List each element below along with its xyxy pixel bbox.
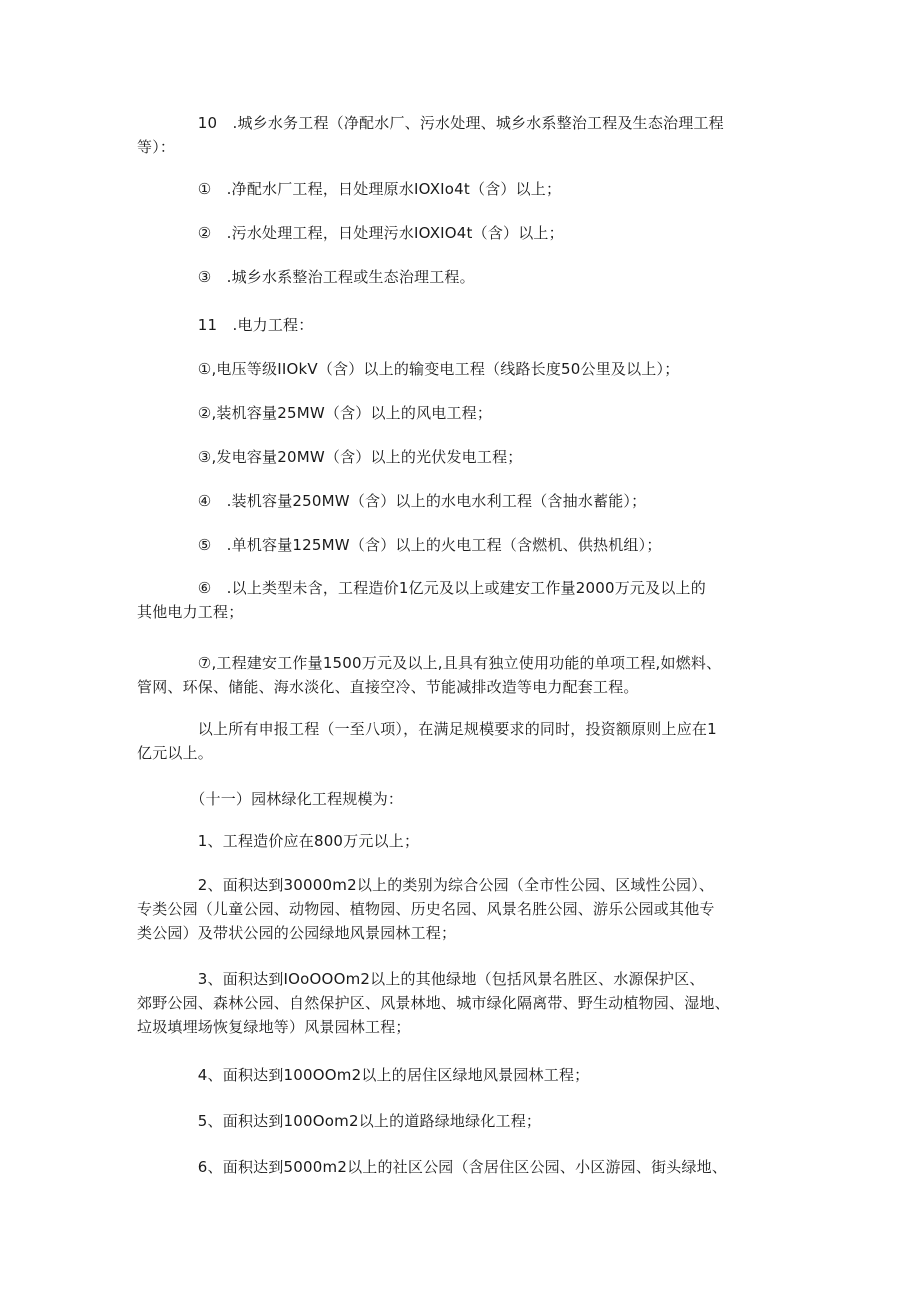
paragraph-power-auxiliary — [137, 651, 797, 699]
text-line: 类公园）及带状公园的公园绿地风景园林工程； — [137, 924, 457, 942]
paragraph-sewage-treatment — [137, 221, 797, 245]
text-line: 6、面积达到5000m2以上的社区公园（含居住区公园、小区游园、街头绿地、 — [137, 1158, 728, 1176]
paragraph-wind-power — [137, 401, 797, 425]
text-line: ① .净配水厂工程，日处理原水IOXIo4t（含）以上； — [137, 180, 562, 198]
text-line: 郊野公园、森林公园、自然保护区、风景林地、城市绿化隔离带、野生动植物园、湿地、 — [137, 994, 730, 1012]
text-line: 1、工程造价应在800万元以上； — [137, 832, 420, 850]
paragraph-park-area — [137, 873, 797, 945]
text-line: 等）： — [137, 138, 176, 156]
text-line: （十一）园林绿化工程规模为： — [137, 790, 404, 808]
paragraph-water-system — [137, 265, 797, 289]
text-line: ④ .装机容量250MW（含）以上的水电水利工程（含抽水蓄能）； — [137, 492, 647, 510]
paragraph-solar-power — [137, 445, 797, 469]
text-line: 管网、环保、储能、海水淡化、直接空冷、节能减排改造等电力配套工程。 — [137, 678, 639, 696]
paragraph-water-engineering — [137, 111, 797, 159]
paragraph-residential-green — [137, 1063, 797, 1087]
text-line: 4、面积达到100OOm2以上的居住区绿地风景园林工程； — [137, 1066, 590, 1084]
text-line: ①,电压等级IIOkV（含）以上的输变电工程（线路长度50公里及以上）； — [137, 360, 680, 378]
text-line: 垃圾填埋场恢复绿地等）风景园林工程； — [137, 1018, 411, 1036]
text-line: ③ .城乡水系整治工程或生态治理工程。 — [137, 268, 475, 286]
paragraph-water-plant — [137, 177, 797, 201]
paragraph-transmission — [137, 357, 797, 381]
paragraph-landscape-cost — [137, 829, 797, 853]
text-line: ⑤ .单机容量125MW（含）以上的火电工程（含燃机、供热机组）； — [137, 536, 662, 554]
text-line: 专类公园（儿童公园、动物园、植物园、历史名园、风景名胜公园、游乐公园或其他专 — [137, 900, 715, 918]
text-line: 亿元以上。 — [137, 744, 214, 762]
text-line: 其他电力工程； — [137, 603, 244, 621]
paragraph-thermal-power — [137, 533, 797, 557]
paragraph-investment-requirement — [137, 717, 797, 765]
text-line: 3、面积达到IOoOOOm2以上的其他绿地（包括风景名胜区、水源保护区、 — [137, 970, 705, 988]
paragraph-other-green — [137, 967, 797, 1039]
text-line: 2、面积达到30000m2以上的类别为综合公园（全市性公园、区域性公园）、 — [137, 876, 715, 894]
text-line: ⑦,工程建安工作量1500万元及以上,且具有独立使用功能的单项工程,如燃料、 — [137, 654, 722, 672]
text-line: ② .污水处理工程，日处理污水IOXIO4t（含）以上； — [137, 224, 564, 242]
paragraph-other-power — [137, 576, 797, 624]
paragraph-community-park — [137, 1155, 797, 1179]
text-line: ③,发电容量20MW（含）以上的光伏发电工程； — [137, 448, 523, 466]
text-line: 5、面积达到100Oom2以上的道路绿地绿化工程； — [137, 1112, 542, 1130]
text-line: 11 .电力工程： — [137, 316, 314, 334]
text-line: 10 .城乡水务工程（净配水厂、污水处理、城乡水系整治工程及生态治理工程 — [137, 114, 724, 132]
paragraph-landscape-heading — [137, 787, 797, 811]
paragraph-power-engineering — [137, 313, 797, 337]
paragraph-road-green — [137, 1109, 797, 1133]
text-line: ②,装机容量25MW（含）以上的风电工程； — [137, 404, 493, 422]
text-line: 以上所有申报工程（一至八项），在满足规模要求的同时，投资额原则上应在1 — [137, 720, 717, 738]
paragraph-hydro-power — [137, 489, 797, 513]
text-line: ⑥ .以上类型未含，工程造价1亿元及以上或建安工作量2000万元及以上的 — [137, 579, 706, 597]
